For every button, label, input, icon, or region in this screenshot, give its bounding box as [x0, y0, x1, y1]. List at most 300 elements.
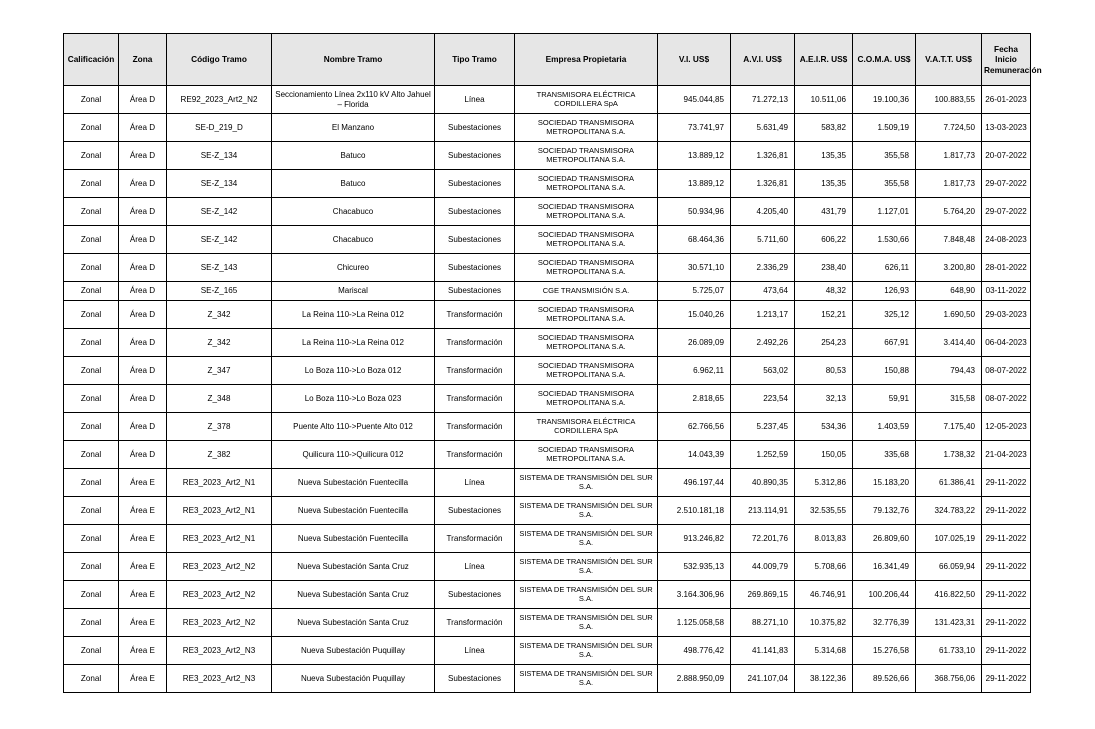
table-row: [64, 553, 1031, 581]
cell-coma: 15.276,58: [853, 637, 916, 665]
cell-vatt: 315,58: [916, 385, 982, 413]
col-header-codigo-tramo: Código Tramo: [167, 34, 272, 86]
cell-avi: 41.141,83: [731, 637, 795, 665]
cell-avi: 1.213,17: [731, 301, 795, 329]
cell-nombre-tramo: Chicureo: [272, 254, 435, 282]
cell-zona: Área E: [119, 609, 167, 637]
cell-fecha-inicio: 29-11-2022: [982, 609, 1031, 637]
cell-vatt: 794,43: [916, 357, 982, 385]
cell-calificacion: Zonal: [64, 301, 119, 329]
cell-calificacion: Zonal: [64, 497, 119, 525]
cell-coma: 126,93: [853, 282, 916, 301]
table-row: [64, 441, 1031, 469]
cell-tipo-tramo: Subestaciones: [435, 581, 515, 609]
cell-nombre-tramo: Batuco: [272, 170, 435, 198]
cell-nombre-tramo: Nueva Subestación Santa Cruz: [272, 581, 435, 609]
table-row: [64, 525, 1031, 553]
cell-calificacion: Zonal: [64, 226, 119, 254]
cell-calificacion: Zonal: [64, 385, 119, 413]
cell-calificacion: Zonal: [64, 469, 119, 497]
cell-nombre-tramo: Chacabuco: [272, 198, 435, 226]
cell-codigo-tramo: RE3_2023_Art2_N2: [167, 581, 272, 609]
cell-coma: 32.776,39: [853, 609, 916, 637]
cell-calificacion: Zonal: [64, 329, 119, 357]
cell-calificacion: Zonal: [64, 637, 119, 665]
cell-coma: 355,58: [853, 170, 916, 198]
cell-vatt: 1.817,73: [916, 142, 982, 170]
cell-empresa: SOCIEDAD TRANSMISORA METROPOLITANA S.A.: [515, 114, 658, 142]
cell-nombre-tramo: Lo Boza 110->Lo Boza 012: [272, 357, 435, 385]
cell-aeir: 583,82: [795, 114, 853, 142]
cell-nombre-tramo: Mariscal: [272, 282, 435, 301]
cell-calificacion: Zonal: [64, 441, 119, 469]
cell-codigo-tramo: Z_382: [167, 441, 272, 469]
cell-avi: 213.114,91: [731, 497, 795, 525]
cell-vatt: 7.724,50: [916, 114, 982, 142]
cell-codigo-tramo: Z_348: [167, 385, 272, 413]
cell-empresa: SOCIEDAD TRANSMISORA METROPOLITANA S.A.: [515, 441, 658, 469]
cell-zona: Área D: [119, 114, 167, 142]
cell-calificacion: Zonal: [64, 198, 119, 226]
cell-fecha-inicio: 29-11-2022: [982, 469, 1031, 497]
cell-coma: 626,11: [853, 254, 916, 282]
cell-coma: 19.100,36: [853, 86, 916, 114]
cell-empresa: SISTEMA DE TRANSMISIÓN DEL SUR S.A.: [515, 637, 658, 665]
cell-vi: 13.889,12: [658, 170, 731, 198]
cell-empresa: SOCIEDAD TRANSMISORA METROPOLITANA S.A.: [515, 142, 658, 170]
cell-nombre-tramo: Nueva Subestación Fuentecilla: [272, 497, 435, 525]
remuneration-table: [63, 33, 1042, 693]
cell-vatt: 648,90: [916, 282, 982, 301]
cell-calificacion: Zonal: [64, 170, 119, 198]
cell-empresa: SOCIEDAD TRANSMISORA METROPOLITANA S.A.: [515, 254, 658, 282]
cell-empresa: TRANSMISORA ELÉCTRICA CORDILLERA SpA: [515, 86, 658, 114]
cell-nombre-tramo: Nueva Subestación Santa Cruz: [272, 553, 435, 581]
cell-codigo-tramo: SE-Z_142: [167, 198, 272, 226]
table-row: [64, 469, 1031, 497]
cell-empresa: SISTEMA DE TRANSMISIÓN DEL SUR S.A.: [515, 553, 658, 581]
table-row: [64, 254, 1031, 282]
cell-vatt: 61.386,41: [916, 469, 982, 497]
cell-vatt: 1.738,32: [916, 441, 982, 469]
cell-vi: 26.089,09: [658, 329, 731, 357]
cell-avi: 4.205,40: [731, 198, 795, 226]
cell-aeir: 534,36: [795, 413, 853, 441]
cell-codigo-tramo: SE-Z_165: [167, 282, 272, 301]
cell-fecha-inicio: 06-04-2023: [982, 329, 1031, 357]
cell-avi: 473,64: [731, 282, 795, 301]
cell-empresa: SISTEMA DE TRANSMISIÓN DEL SUR S.A.: [515, 609, 658, 637]
cell-empresa: SOCIEDAD TRANSMISORA METROPOLITANA S.A.: [515, 301, 658, 329]
cell-vatt: 131.423,31: [916, 609, 982, 637]
cell-fecha-inicio: 08-07-2022: [982, 385, 1031, 413]
cell-fecha-inicio: 20-07-2022: [982, 142, 1031, 170]
cell-fecha-inicio: 21-04-2023: [982, 441, 1031, 469]
cell-codigo-tramo: RE3_2023_Art2_N2: [167, 553, 272, 581]
cell-avi: 44.009,79: [731, 553, 795, 581]
cell-zona: Área D: [119, 441, 167, 469]
cell-nombre-tramo: Nueva Subestación Puquillay: [272, 665, 435, 693]
cell-aeir: 150,05: [795, 441, 853, 469]
cell-aeir: 38.122,36: [795, 665, 853, 693]
cell-tipo-tramo: Subestaciones: [435, 497, 515, 525]
cell-fecha-inicio: 29-11-2022: [982, 525, 1031, 553]
cell-vi: 2.510.181,18: [658, 497, 731, 525]
cell-vi: 945.044,85: [658, 86, 731, 114]
cell-calificacion: Zonal: [64, 665, 119, 693]
cell-zona: Área E: [119, 665, 167, 693]
cell-tipo-tramo: Transformación: [435, 441, 515, 469]
cell-nombre-tramo: Quilicura 110->Quilicura 012: [272, 441, 435, 469]
cell-nombre-tramo: Seccionamiento Línea 2x110 kV Alto Jahuel – Florida: [272, 86, 435, 114]
cell-vi: 5.725,07: [658, 282, 731, 301]
cell-codigo-tramo: SE-Z_143: [167, 254, 272, 282]
cell-aeir: 46.746,91: [795, 581, 853, 609]
cell-coma: 1.530,66: [853, 226, 916, 254]
cell-codigo-tramo: SE-Z_142: [167, 226, 272, 254]
cell-vatt: 61.733,10: [916, 637, 982, 665]
cell-nombre-tramo: Batuco: [272, 142, 435, 170]
cell-vi: 3.164.306,96: [658, 581, 731, 609]
cell-tipo-tramo: Subestaciones: [435, 226, 515, 254]
table-row: [64, 385, 1031, 413]
cell-avi: 2.336,29: [731, 254, 795, 282]
cell-calificacion: Zonal: [64, 413, 119, 441]
cell-fecha-inicio: 29-07-2022: [982, 198, 1031, 226]
cell-aeir: 8.013,83: [795, 525, 853, 553]
cell-zona: Área D: [119, 282, 167, 301]
cell-vatt: 100.883,55: [916, 86, 982, 114]
table-row: [64, 329, 1031, 357]
cell-empresa: SOCIEDAD TRANSMISORA METROPOLITANA S.A.: [515, 226, 658, 254]
cell-aeir: 5.312,86: [795, 469, 853, 497]
cell-vi: 532.935,13: [658, 553, 731, 581]
cell-fecha-inicio: 13-03-2023: [982, 114, 1031, 142]
cell-nombre-tramo: Puente Alto 110->Puente Alto 012: [272, 413, 435, 441]
cell-avi: 241.107,04: [731, 665, 795, 693]
cell-codigo-tramo: RE3_2023_Art2_N1: [167, 469, 272, 497]
cell-zona: Área D: [119, 86, 167, 114]
cell-vi: 2.888.950,09: [658, 665, 731, 693]
cell-aeir: 238,40: [795, 254, 853, 282]
cell-coma: 355,58: [853, 142, 916, 170]
cell-empresa: SISTEMA DE TRANSMISIÓN DEL SUR S.A.: [515, 525, 658, 553]
cell-aeir: 5.708,66: [795, 553, 853, 581]
cell-aeir: 32,13: [795, 385, 853, 413]
cell-fecha-inicio: 08-07-2022: [982, 357, 1031, 385]
cell-codigo-tramo: Z_342: [167, 301, 272, 329]
cell-calificacion: Zonal: [64, 357, 119, 385]
cell-vi: 68.464,36: [658, 226, 731, 254]
cell-empresa: SISTEMA DE TRANSMISIÓN DEL SUR S.A.: [515, 497, 658, 525]
cell-codigo-tramo: RE3_2023_Art2_N3: [167, 637, 272, 665]
cell-vatt: 368.756,06: [916, 665, 982, 693]
cell-calificacion: Zonal: [64, 114, 119, 142]
cell-aeir: 5.314,68: [795, 637, 853, 665]
table-row: [64, 609, 1031, 637]
cell-coma: 667,91: [853, 329, 916, 357]
cell-nombre-tramo: Nueva Subestación Fuentecilla: [272, 525, 435, 553]
cell-zona: Área E: [119, 497, 167, 525]
table-row: [64, 413, 1031, 441]
cell-tipo-tramo: Transformación: [435, 609, 515, 637]
cell-coma: 100.206,44: [853, 581, 916, 609]
cell-vatt: 5.764,20: [916, 198, 982, 226]
cell-zona: Área E: [119, 469, 167, 497]
cell-nombre-tramo: El Manzano: [272, 114, 435, 142]
cell-calificacion: Zonal: [64, 254, 119, 282]
cell-vatt: 3.414,40: [916, 329, 982, 357]
cell-codigo-tramo: Z_378: [167, 413, 272, 441]
cell-empresa: SOCIEDAD TRANSMISORA METROPOLITANA S.A.: [515, 329, 658, 357]
cell-coma: 15.183,20: [853, 469, 916, 497]
col-header-avi: A.V.I. US$: [731, 34, 795, 86]
cell-coma: 59,91: [853, 385, 916, 413]
table-row: [64, 170, 1031, 198]
cell-vi: 62.766,56: [658, 413, 731, 441]
cell-tipo-tramo: Transformación: [435, 357, 515, 385]
cell-coma: 335,68: [853, 441, 916, 469]
cell-vatt: 107.025,19: [916, 525, 982, 553]
cell-avi: 1.326,81: [731, 142, 795, 170]
cell-coma: 16.341,49: [853, 553, 916, 581]
cell-zona: Área D: [119, 385, 167, 413]
cell-calificacion: Zonal: [64, 142, 119, 170]
cell-empresa: SOCIEDAD TRANSMISORA METROPOLITANA S.A.: [515, 170, 658, 198]
col-header-tipo-tramo: Tipo Tramo: [435, 34, 515, 86]
cell-vi: 498.776,42: [658, 637, 731, 665]
cell-fecha-inicio: 29-07-2022: [982, 170, 1031, 198]
cell-aeir: 135,35: [795, 142, 853, 170]
cell-zona: Área E: [119, 553, 167, 581]
cell-avi: 1.326,81: [731, 170, 795, 198]
cell-vatt: 1.690,50: [916, 301, 982, 329]
cell-empresa: CGE TRANSMISIÓN S.A.: [515, 282, 658, 301]
col-header-empresa: Empresa Propietaria: [515, 34, 658, 86]
cell-tipo-tramo: Subestaciones: [435, 142, 515, 170]
cell-coma: 79.132,76: [853, 497, 916, 525]
cell-avi: 5.631,49: [731, 114, 795, 142]
cell-codigo-tramo: Z_342: [167, 329, 272, 357]
table-row: [64, 282, 1031, 301]
header-row: [64, 34, 1031, 86]
table-row: [64, 497, 1031, 525]
cell-coma: 1.127,01: [853, 198, 916, 226]
cell-vi: 50.934,96: [658, 198, 731, 226]
cell-tipo-tramo: Transformación: [435, 301, 515, 329]
cell-codigo-tramo: Z_347: [167, 357, 272, 385]
cell-coma: 150,88: [853, 357, 916, 385]
col-header-vi: V.I. US$: [658, 34, 731, 86]
cell-vatt: 7.175,40: [916, 413, 982, 441]
cell-vi: 1.125.058,58: [658, 609, 731, 637]
table-row: [64, 665, 1031, 693]
cell-aeir: 254,23: [795, 329, 853, 357]
cell-tipo-tramo: Línea: [435, 637, 515, 665]
table-row: [64, 226, 1031, 254]
col-header-aeir: A.E.I.R. US$: [795, 34, 853, 86]
table-row: [64, 114, 1031, 142]
cell-tipo-tramo: Línea: [435, 86, 515, 114]
cell-avi: 1.252,59: [731, 441, 795, 469]
cell-fecha-inicio: 29-11-2022: [982, 497, 1031, 525]
table-body: [64, 86, 1031, 693]
cell-tipo-tramo: Subestaciones: [435, 282, 515, 301]
table-row: [64, 301, 1031, 329]
cell-codigo-tramo: RE3_2023_Art2_N1: [167, 525, 272, 553]
cell-vi: 15.040,26: [658, 301, 731, 329]
cell-tipo-tramo: Transformación: [435, 329, 515, 357]
cell-fecha-inicio: 12-05-2023: [982, 413, 1031, 441]
cell-fecha-inicio: 29-03-2023: [982, 301, 1031, 329]
cell-tipo-tramo: Subestaciones: [435, 665, 515, 693]
cell-avi: 223,54: [731, 385, 795, 413]
cell-aeir: 48,32: [795, 282, 853, 301]
cell-vatt: 66.059,94: [916, 553, 982, 581]
cell-nombre-tramo: Nueva Subestación Puquillay: [272, 637, 435, 665]
cell-avi: 5.237,45: [731, 413, 795, 441]
cell-tipo-tramo: Subestaciones: [435, 198, 515, 226]
cell-codigo-tramo: SE-D_219_D: [167, 114, 272, 142]
cell-zona: Área E: [119, 637, 167, 665]
cell-fecha-inicio: 29-11-2022: [982, 553, 1031, 581]
table-row: [64, 637, 1031, 665]
cell-calificacion: Zonal: [64, 581, 119, 609]
cell-vatt: 324.783,22: [916, 497, 982, 525]
table-row: [64, 357, 1031, 385]
cell-coma: 1.509,19: [853, 114, 916, 142]
cell-tipo-tramo: Subestaciones: [435, 254, 515, 282]
cell-tipo-tramo: Transformación: [435, 525, 515, 553]
cell-aeir: 10.511,06: [795, 86, 853, 114]
cell-fecha-inicio: 29-11-2022: [982, 637, 1031, 665]
col-header-fecha-inicio: Fecha Inicio Remuneración: [982, 34, 1031, 86]
cell-vi: 30.571,10: [658, 254, 731, 282]
cell-codigo-tramo: RE92_2023_Art2_N2: [167, 86, 272, 114]
cell-aeir: 431,79: [795, 198, 853, 226]
col-header-nombre-tramo: Nombre Tramo: [272, 34, 435, 86]
cell-calificacion: Zonal: [64, 86, 119, 114]
cell-vatt: 1.817,73: [916, 170, 982, 198]
cell-calificacion: Zonal: [64, 553, 119, 581]
cell-empresa: SISTEMA DE TRANSMISIÓN DEL SUR S.A.: [515, 469, 658, 497]
cell-aeir: 606,22: [795, 226, 853, 254]
col-header-vatt: V.A.T.T. US$: [916, 34, 982, 86]
cell-nombre-tramo: La Reina 110->La Reina 012: [272, 329, 435, 357]
cell-zona: Área D: [119, 329, 167, 357]
cell-zona: Área E: [119, 581, 167, 609]
cell-fecha-inicio: 29-11-2022: [982, 581, 1031, 609]
cell-avi: 2.492,26: [731, 329, 795, 357]
cell-vatt: 7.848,48: [916, 226, 982, 254]
cell-aeir: 32.535,55: [795, 497, 853, 525]
cell-codigo-tramo: RE3_2023_Art2_N1: [167, 497, 272, 525]
cell-zona: Área D: [119, 413, 167, 441]
col-header-coma: C.O.M.A. US$: [853, 34, 916, 86]
cell-nombre-tramo: Nueva Subestación Fuentecilla: [272, 469, 435, 497]
table-row: [64, 86, 1031, 114]
cell-aeir: 80,53: [795, 357, 853, 385]
cell-vi: 13.889,12: [658, 142, 731, 170]
cell-avi: 5.711,60: [731, 226, 795, 254]
cell-avi: 71.272,13: [731, 86, 795, 114]
col-header-calificacion: Calificación: [64, 34, 119, 86]
cell-fecha-inicio: 03-11-2022: [982, 282, 1031, 301]
cell-avi: 563,02: [731, 357, 795, 385]
cell-tipo-tramo: Subestaciones: [435, 170, 515, 198]
cell-tipo-tramo: Subestaciones: [435, 114, 515, 142]
cell-tipo-tramo: Línea: [435, 553, 515, 581]
cell-zona: Área D: [119, 198, 167, 226]
cell-empresa: SOCIEDAD TRANSMISORA METROPOLITANA S.A.: [515, 198, 658, 226]
cell-fecha-inicio: 24-08-2023: [982, 226, 1031, 254]
table-row: [64, 581, 1031, 609]
cell-nombre-tramo: Nueva Subestación Santa Cruz: [272, 609, 435, 637]
cell-aeir: 152,21: [795, 301, 853, 329]
cell-coma: 26.809,60: [853, 525, 916, 553]
cell-vi: 496.197,44: [658, 469, 731, 497]
cell-vatt: 416.822,50: [916, 581, 982, 609]
cell-zona: Área D: [119, 357, 167, 385]
cell-vatt: 3.200,80: [916, 254, 982, 282]
cell-avi: 88.271,10: [731, 609, 795, 637]
cell-zona: Área D: [119, 301, 167, 329]
cell-zona: Área D: [119, 254, 167, 282]
cell-nombre-tramo: Lo Boza 110->Lo Boza 023: [272, 385, 435, 413]
cell-calificacion: Zonal: [64, 282, 119, 301]
cell-tipo-tramo: Transformación: [435, 413, 515, 441]
cell-zona: Área E: [119, 525, 167, 553]
cell-aeir: 10.375,82: [795, 609, 853, 637]
cell-empresa: SISTEMA DE TRANSMISIÓN DEL SUR S.A.: [515, 665, 658, 693]
table-row: [64, 142, 1031, 170]
cell-avi: 72.201,76: [731, 525, 795, 553]
cell-vi: 2.818,65: [658, 385, 731, 413]
cell-codigo-tramo: SE-Z_134: [167, 142, 272, 170]
cell-empresa: SOCIEDAD TRANSMISORA METROPOLITANA S.A.: [515, 385, 658, 413]
cell-codigo-tramo: SE-Z_134: [167, 170, 272, 198]
cell-vi: 913.246,82: [658, 525, 731, 553]
cell-avi: 269.869,15: [731, 581, 795, 609]
table-row: [64, 198, 1031, 226]
cell-codigo-tramo: RE3_2023_Art2_N2: [167, 609, 272, 637]
cell-nombre-tramo: La Reina 110->La Reina 012: [272, 301, 435, 329]
cell-tipo-tramo: Transformación: [435, 385, 515, 413]
cell-coma: 1.403,59: [853, 413, 916, 441]
cell-empresa: TRANSMISORA ELÉCTRICA CORDILLERA SpA: [515, 413, 658, 441]
cell-fecha-inicio: 28-01-2022: [982, 254, 1031, 282]
cell-zona: Área D: [119, 170, 167, 198]
cell-tipo-tramo: Línea: [435, 469, 515, 497]
cell-fecha-inicio: 26-01-2023: [982, 86, 1031, 114]
cell-empresa: SOCIEDAD TRANSMISORA METROPOLITANA S.A.: [515, 357, 658, 385]
cell-vi: 73.741,97: [658, 114, 731, 142]
cell-zona: Área D: [119, 142, 167, 170]
col-header-zona: Zona: [119, 34, 167, 86]
cell-codigo-tramo: RE3_2023_Art2_N3: [167, 665, 272, 693]
cell-empresa: SISTEMA DE TRANSMISIÓN DEL SUR S.A.: [515, 581, 658, 609]
cell-vi: 14.043,39: [658, 441, 731, 469]
cell-calificacion: Zonal: [64, 609, 119, 637]
cell-aeir: 135,35: [795, 170, 853, 198]
cell-fecha-inicio: 29-11-2022: [982, 665, 1031, 693]
cell-coma: 325,12: [853, 301, 916, 329]
cell-nombre-tramo: Chacabuco: [272, 226, 435, 254]
cell-coma: 89.526,66: [853, 665, 916, 693]
cell-vi: 6.962,11: [658, 357, 731, 385]
cell-avi: 40.890,35: [731, 469, 795, 497]
cell-calificacion: Zonal: [64, 525, 119, 553]
